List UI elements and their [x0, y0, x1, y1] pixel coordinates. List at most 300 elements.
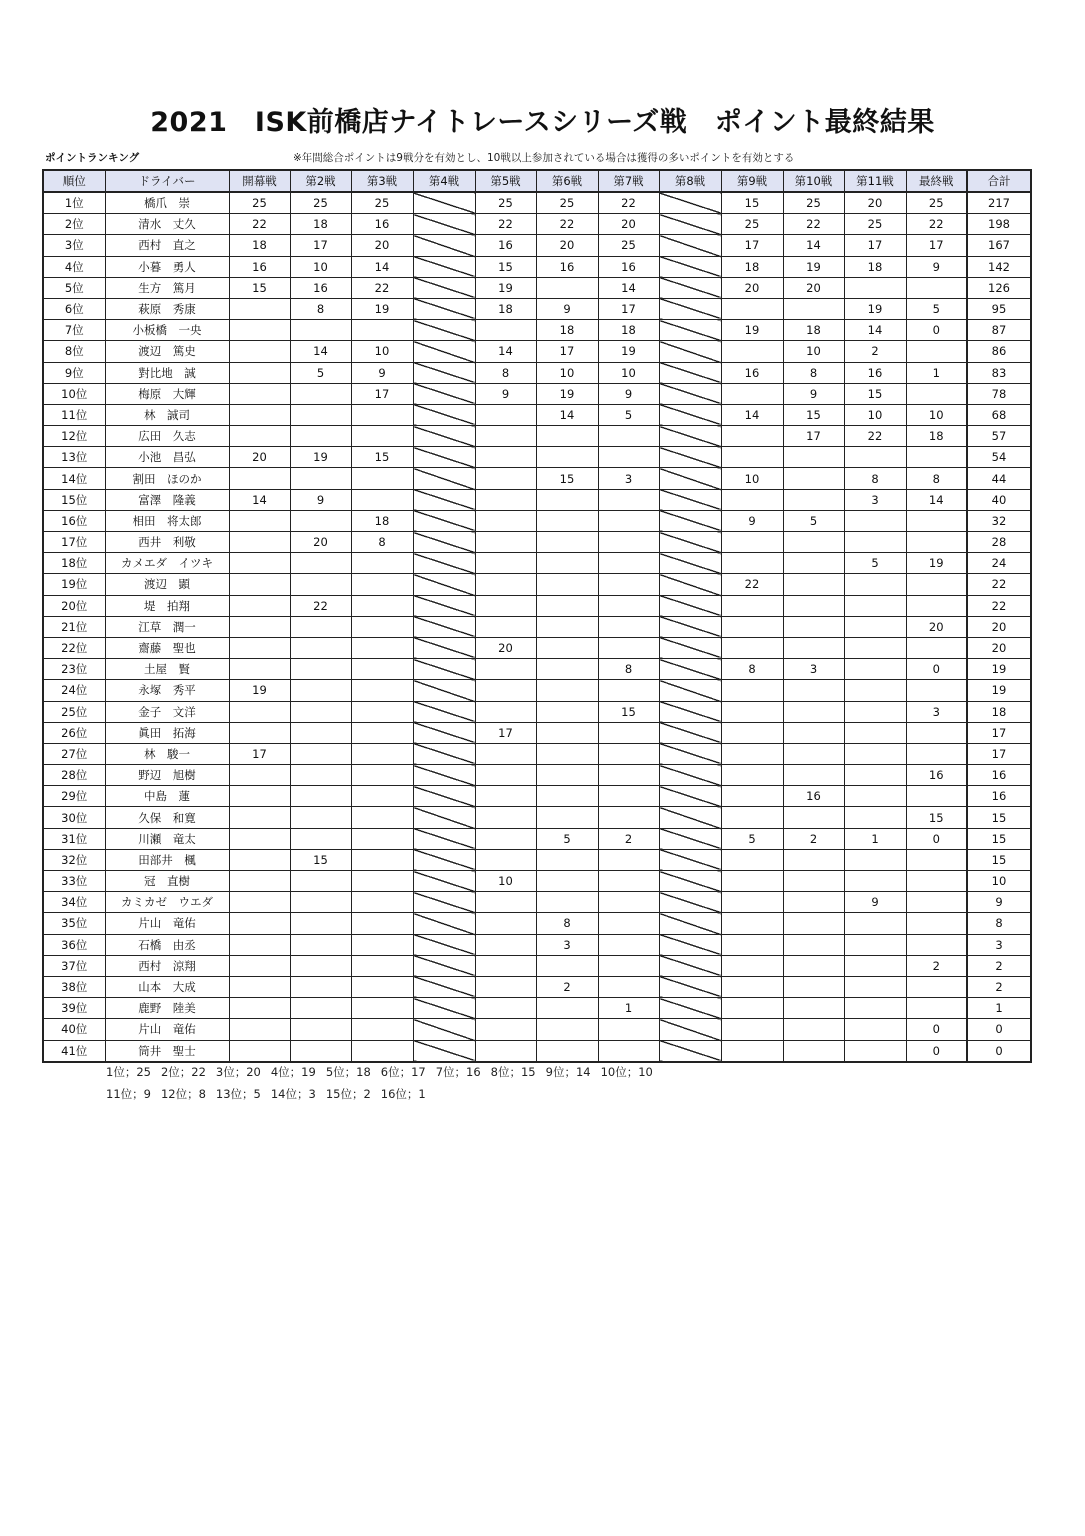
points-cell	[229, 1019, 290, 1040]
points-cell	[598, 595, 659, 616]
total-cell: 167	[967, 235, 1031, 256]
points-cell	[598, 955, 659, 976]
points-cell	[475, 976, 536, 997]
points-cell: 1	[598, 998, 659, 1019]
subheader	[45, 150, 1035, 166]
cancelled-race-cell	[413, 298, 475, 319]
points-cell: 14	[783, 235, 844, 256]
points-cell	[475, 998, 536, 1019]
cancelled-race-cell	[413, 256, 475, 277]
table-row	[43, 955, 1031, 976]
points-legend-item: 7位；16	[435, 1065, 481, 1079]
points-cell	[229, 383, 290, 404]
points-cell	[475, 849, 536, 870]
total-cell: 17	[967, 722, 1031, 743]
points-cell: 15	[290, 849, 351, 870]
points-cell	[536, 807, 598, 828]
cancelled-race-cell	[413, 1040, 475, 1062]
driver-cell: 田部井 楓	[105, 849, 229, 870]
points-cell	[906, 913, 967, 934]
points-cell	[844, 807, 906, 828]
column-header: 順位	[43, 170, 105, 192]
rank-cell: 13位	[43, 447, 105, 468]
column-header: 第6戦	[536, 170, 598, 192]
points-cell: 9	[906, 256, 967, 277]
points-cell: 19	[290, 447, 351, 468]
points-cell	[783, 722, 844, 743]
points-cell	[351, 955, 413, 976]
points-cell	[351, 828, 413, 849]
points-cell	[229, 553, 290, 574]
cancelled-race-cell	[413, 637, 475, 658]
points-cell	[351, 892, 413, 913]
total-cell: 19	[967, 680, 1031, 701]
points-legend-item: 1位；25	[106, 1065, 151, 1079]
points-cell	[351, 1040, 413, 1062]
points-cell	[290, 786, 351, 807]
points-cell: 19	[351, 298, 413, 319]
points-cell	[475, 510, 536, 531]
cancelled-race-cell	[413, 532, 475, 553]
cancelled-race-cell	[413, 934, 475, 955]
points-cell	[229, 595, 290, 616]
points-cell	[229, 765, 290, 786]
points-cell	[906, 447, 967, 468]
rank-cell: 22位	[43, 637, 105, 658]
points-cell: 22	[844, 426, 906, 447]
header-row	[43, 170, 1031, 192]
points-legend-item: 5位；18	[325, 1065, 371, 1079]
points-cell	[783, 637, 844, 658]
cancelled-race-cell	[659, 722, 721, 743]
total-cell: 126	[967, 277, 1031, 298]
points-cell	[536, 955, 598, 976]
rank-cell: 41位	[43, 1040, 105, 1062]
points-cell	[536, 722, 598, 743]
table-row	[43, 426, 1031, 447]
driver-cell: 小池 昌弘	[105, 447, 229, 468]
points-cell: 10	[536, 362, 598, 383]
points-cell	[229, 828, 290, 849]
points-cell	[721, 553, 783, 574]
points-cell	[783, 553, 844, 574]
cancelled-race-cell	[659, 849, 721, 870]
rank-cell: 30位	[43, 807, 105, 828]
points-cell	[783, 595, 844, 616]
total-cell: 86	[967, 341, 1031, 362]
points-cell	[290, 320, 351, 341]
points-cell	[229, 404, 290, 425]
points-cell	[844, 871, 906, 892]
points-cell: 25	[844, 214, 906, 235]
rank-cell: 21位	[43, 616, 105, 637]
points-cell	[721, 934, 783, 955]
rank-cell: 35位	[43, 913, 105, 934]
points-cell: 15	[721, 192, 783, 214]
points-cell: 18	[229, 235, 290, 256]
points-cell	[721, 892, 783, 913]
driver-cell: 林 駿一	[105, 743, 229, 764]
points-cell	[229, 616, 290, 637]
points-cell: 25	[721, 214, 783, 235]
cancelled-race-cell	[659, 426, 721, 447]
points-cell	[598, 637, 659, 658]
points-cell: 25	[290, 192, 351, 214]
points-cell	[721, 426, 783, 447]
points-cell: 17	[906, 235, 967, 256]
driver-cell: 西村 直之	[105, 235, 229, 256]
cancelled-race-cell	[413, 362, 475, 383]
points-cell	[475, 955, 536, 976]
points-cell: 22	[351, 277, 413, 298]
points-cell	[783, 298, 844, 319]
points-cell: 22	[783, 214, 844, 235]
total-cell: 78	[967, 383, 1031, 404]
points-cell	[598, 913, 659, 934]
points-cell: 17	[475, 722, 536, 743]
points-cell	[598, 510, 659, 531]
driver-cell: 山本 大成	[105, 976, 229, 997]
cancelled-race-cell	[413, 828, 475, 849]
cancelled-race-cell	[413, 468, 475, 489]
points-cell: 19	[721, 320, 783, 341]
total-cell: 19	[967, 659, 1031, 680]
points-cell	[598, 532, 659, 553]
points-cell	[351, 786, 413, 807]
points-cell: 25	[783, 192, 844, 214]
points-cell	[783, 532, 844, 553]
points-cell: 10	[475, 871, 536, 892]
cancelled-race-cell	[659, 637, 721, 658]
points-cell: 8	[906, 468, 967, 489]
points-cell	[783, 976, 844, 997]
points-cell	[475, 595, 536, 616]
points-cell: 20	[844, 192, 906, 214]
points-cell	[783, 1040, 844, 1062]
cancelled-race-cell	[413, 743, 475, 764]
points-cell	[475, 616, 536, 637]
points-legend-line2	[106, 1086, 436, 1102]
cancelled-race-cell	[659, 320, 721, 341]
points-cell	[229, 786, 290, 807]
points-cell	[351, 934, 413, 955]
points-cell	[721, 998, 783, 1019]
driver-cell: 筒井 聖士	[105, 1040, 229, 1062]
total-cell: 24	[967, 553, 1031, 574]
cancelled-race-cell	[413, 235, 475, 256]
column-header: 第10戦	[783, 170, 844, 192]
points-legend-item: 15位；2	[325, 1087, 371, 1101]
cancelled-race-cell	[659, 871, 721, 892]
points-cell: 15	[229, 277, 290, 298]
points-cell: 0	[906, 659, 967, 680]
cancelled-race-cell	[659, 574, 721, 595]
cancelled-race-cell	[659, 447, 721, 468]
points-cell	[351, 404, 413, 425]
points-cell	[844, 616, 906, 637]
driver-cell: 渡辺 顕	[105, 574, 229, 595]
points-cell	[475, 828, 536, 849]
points-cell: 17	[598, 298, 659, 319]
cancelled-race-cell	[413, 913, 475, 934]
points-cell	[844, 913, 906, 934]
total-cell: 54	[967, 447, 1031, 468]
rank-cell: 37位	[43, 955, 105, 976]
points-cell: 18	[351, 510, 413, 531]
points-legend-item: 9位；14	[545, 1065, 591, 1079]
points-cell	[598, 1040, 659, 1062]
total-cell: 28	[967, 532, 1031, 553]
points-cell	[351, 616, 413, 637]
points-cell	[598, 892, 659, 913]
points-cell	[721, 722, 783, 743]
points-cell	[598, 722, 659, 743]
points-cell	[536, 637, 598, 658]
driver-cell: 渡辺 篤史	[105, 341, 229, 362]
points-cell: 18	[290, 214, 351, 235]
driver-cell: 小板橋 一央	[105, 320, 229, 341]
points-cell	[229, 510, 290, 531]
points-cell	[290, 383, 351, 404]
driver-cell: 野辺 旭樹	[105, 765, 229, 786]
points-cell	[598, 447, 659, 468]
points-cell	[906, 637, 967, 658]
column-header: ドライバー	[105, 170, 229, 192]
points-cell	[536, 786, 598, 807]
points-legend-item: 3位；20	[215, 1065, 261, 1079]
points-cell	[844, 955, 906, 976]
points-cell	[229, 722, 290, 743]
points-cell	[598, 616, 659, 637]
cancelled-race-cell	[659, 362, 721, 383]
points-cell: 15	[536, 468, 598, 489]
points-cell	[844, 722, 906, 743]
points-cell	[229, 976, 290, 997]
cancelled-race-cell	[413, 786, 475, 807]
driver-cell: 金子 文洋	[105, 701, 229, 722]
driver-cell: カメエダ イツキ	[105, 553, 229, 574]
table-row	[43, 934, 1031, 955]
driver-cell: 広田 久志	[105, 426, 229, 447]
points-cell: 10	[906, 404, 967, 425]
points-cell: 16	[475, 235, 536, 256]
rank-cell: 27位	[43, 743, 105, 764]
table-row	[43, 277, 1031, 298]
points-cell	[475, 404, 536, 425]
points-cell: 15	[844, 383, 906, 404]
points-cell: 20	[475, 637, 536, 658]
points-cell: 19	[475, 277, 536, 298]
points-cell	[783, 447, 844, 468]
table-row	[43, 786, 1031, 807]
cancelled-race-cell	[413, 341, 475, 362]
points-cell	[290, 468, 351, 489]
points-cell	[229, 320, 290, 341]
points-cell	[290, 680, 351, 701]
driver-cell: 林 誠司	[105, 404, 229, 425]
points-cell: 14	[906, 489, 967, 510]
points-cell	[536, 998, 598, 1019]
points-cell	[906, 341, 967, 362]
driver-cell: 西井 利敬	[105, 532, 229, 553]
points-cell	[229, 955, 290, 976]
points-cell	[598, 680, 659, 701]
cancelled-race-cell	[659, 786, 721, 807]
points-cell	[721, 298, 783, 319]
points-cell	[475, 426, 536, 447]
total-cell: 2	[967, 976, 1031, 997]
points-cell: 9	[783, 383, 844, 404]
points-cell: 20	[229, 447, 290, 468]
column-header: 第9戦	[721, 170, 783, 192]
cancelled-race-cell	[413, 214, 475, 235]
rank-cell: 15位	[43, 489, 105, 510]
total-cell: 198	[967, 214, 1031, 235]
driver-cell: 對比地 誠	[105, 362, 229, 383]
points-cell: 9	[721, 510, 783, 531]
points-cell	[351, 659, 413, 680]
cancelled-race-cell	[659, 192, 721, 214]
points-cell	[536, 595, 598, 616]
points-cell: 8	[536, 913, 598, 934]
table-row	[43, 192, 1031, 214]
cancelled-race-cell	[659, 1019, 721, 1040]
points-cell	[783, 998, 844, 1019]
cancelled-race-cell	[659, 404, 721, 425]
points-cell	[721, 765, 783, 786]
points-cell	[290, 1019, 351, 1040]
rank-cell: 19位	[43, 574, 105, 595]
rank-cell: 14位	[43, 468, 105, 489]
total-cell: 16	[967, 765, 1031, 786]
points-cell	[290, 998, 351, 1019]
points-cell	[536, 426, 598, 447]
points-cell: 9	[598, 383, 659, 404]
points-cell	[783, 743, 844, 764]
table-row	[43, 256, 1031, 277]
points-cell: 20	[290, 532, 351, 553]
points-cell: 2	[783, 828, 844, 849]
points-cell	[844, 934, 906, 955]
points-cell	[536, 447, 598, 468]
points-cell	[536, 743, 598, 764]
total-cell: 68	[967, 404, 1031, 425]
table-row	[43, 235, 1031, 256]
points-cell: 18	[475, 298, 536, 319]
points-cell	[598, 934, 659, 955]
points-cell: 5	[598, 404, 659, 425]
table-row	[43, 722, 1031, 743]
page-title: 2021 ISK前橋店ナイトレースシリーズ戦 ポイント最終結果	[150, 107, 935, 138]
points-cell	[351, 1019, 413, 1040]
points-cell	[290, 828, 351, 849]
cancelled-race-cell	[659, 807, 721, 828]
points-cell	[351, 976, 413, 997]
points-cell: 14	[290, 341, 351, 362]
points-cell	[721, 976, 783, 997]
points-cell	[351, 743, 413, 764]
points-cell	[536, 1019, 598, 1040]
table-row	[43, 532, 1031, 553]
rank-cell: 23位	[43, 659, 105, 680]
rank-cell: 4位	[43, 256, 105, 277]
points-cell: 22	[229, 214, 290, 235]
points-cell	[536, 892, 598, 913]
points-cell	[229, 998, 290, 1019]
cancelled-race-cell	[413, 616, 475, 637]
points-cell	[229, 913, 290, 934]
points-cell	[475, 1019, 536, 1040]
rank-cell: 24位	[43, 680, 105, 701]
points-cell: 18	[844, 256, 906, 277]
points-cell	[598, 489, 659, 510]
points-cell: 14	[351, 256, 413, 277]
points-cell: 10	[844, 404, 906, 425]
points-cell: 9	[536, 298, 598, 319]
points-cell: 16	[536, 256, 598, 277]
driver-cell: 小暮 勇人	[105, 256, 229, 277]
column-header: 第3戦	[351, 170, 413, 192]
cancelled-race-cell	[413, 765, 475, 786]
total-cell: 0	[967, 1040, 1031, 1062]
points-cell: 14	[721, 404, 783, 425]
points-cell	[290, 765, 351, 786]
rank-cell: 17位	[43, 532, 105, 553]
driver-cell: 割田 ほのか	[105, 468, 229, 489]
rank-cell: 25位	[43, 701, 105, 722]
table-row	[43, 998, 1031, 1019]
points-cell	[721, 786, 783, 807]
total-cell: 20	[967, 616, 1031, 637]
total-cell: 3	[967, 934, 1031, 955]
points-cell: 19	[536, 383, 598, 404]
points-cell	[844, 743, 906, 764]
points-cell: 18	[906, 426, 967, 447]
points-cell	[721, 616, 783, 637]
points-cell	[351, 680, 413, 701]
points-cell	[229, 468, 290, 489]
points-cell: 22	[475, 214, 536, 235]
points-cell	[906, 976, 967, 997]
rank-cell: 6位	[43, 298, 105, 319]
table-row	[43, 595, 1031, 616]
driver-cell: 清水 丈久	[105, 214, 229, 235]
table-row	[43, 680, 1031, 701]
points-cell	[475, 807, 536, 828]
cancelled-race-cell	[413, 320, 475, 341]
points-cell: 5	[536, 828, 598, 849]
column-header: 第7戦	[598, 170, 659, 192]
cancelled-race-cell	[659, 701, 721, 722]
points-cell: 20	[598, 214, 659, 235]
cancelled-race-cell	[659, 383, 721, 404]
rank-cell: 12位	[43, 426, 105, 447]
driver-cell: 石橋 由丞	[105, 934, 229, 955]
points-cell	[290, 934, 351, 955]
points-cell	[844, 277, 906, 298]
points-cell: 1	[906, 362, 967, 383]
rank-cell: 18位	[43, 553, 105, 574]
driver-cell: 齋藤 聖也	[105, 637, 229, 658]
rank-cell: 34位	[43, 892, 105, 913]
table-row	[43, 214, 1031, 235]
cancelled-race-cell	[659, 468, 721, 489]
points-cell: 2	[844, 341, 906, 362]
rank-cell: 26位	[43, 722, 105, 743]
points-cell	[475, 743, 536, 764]
column-header: 第8戦	[659, 170, 721, 192]
points-cell: 8	[721, 659, 783, 680]
